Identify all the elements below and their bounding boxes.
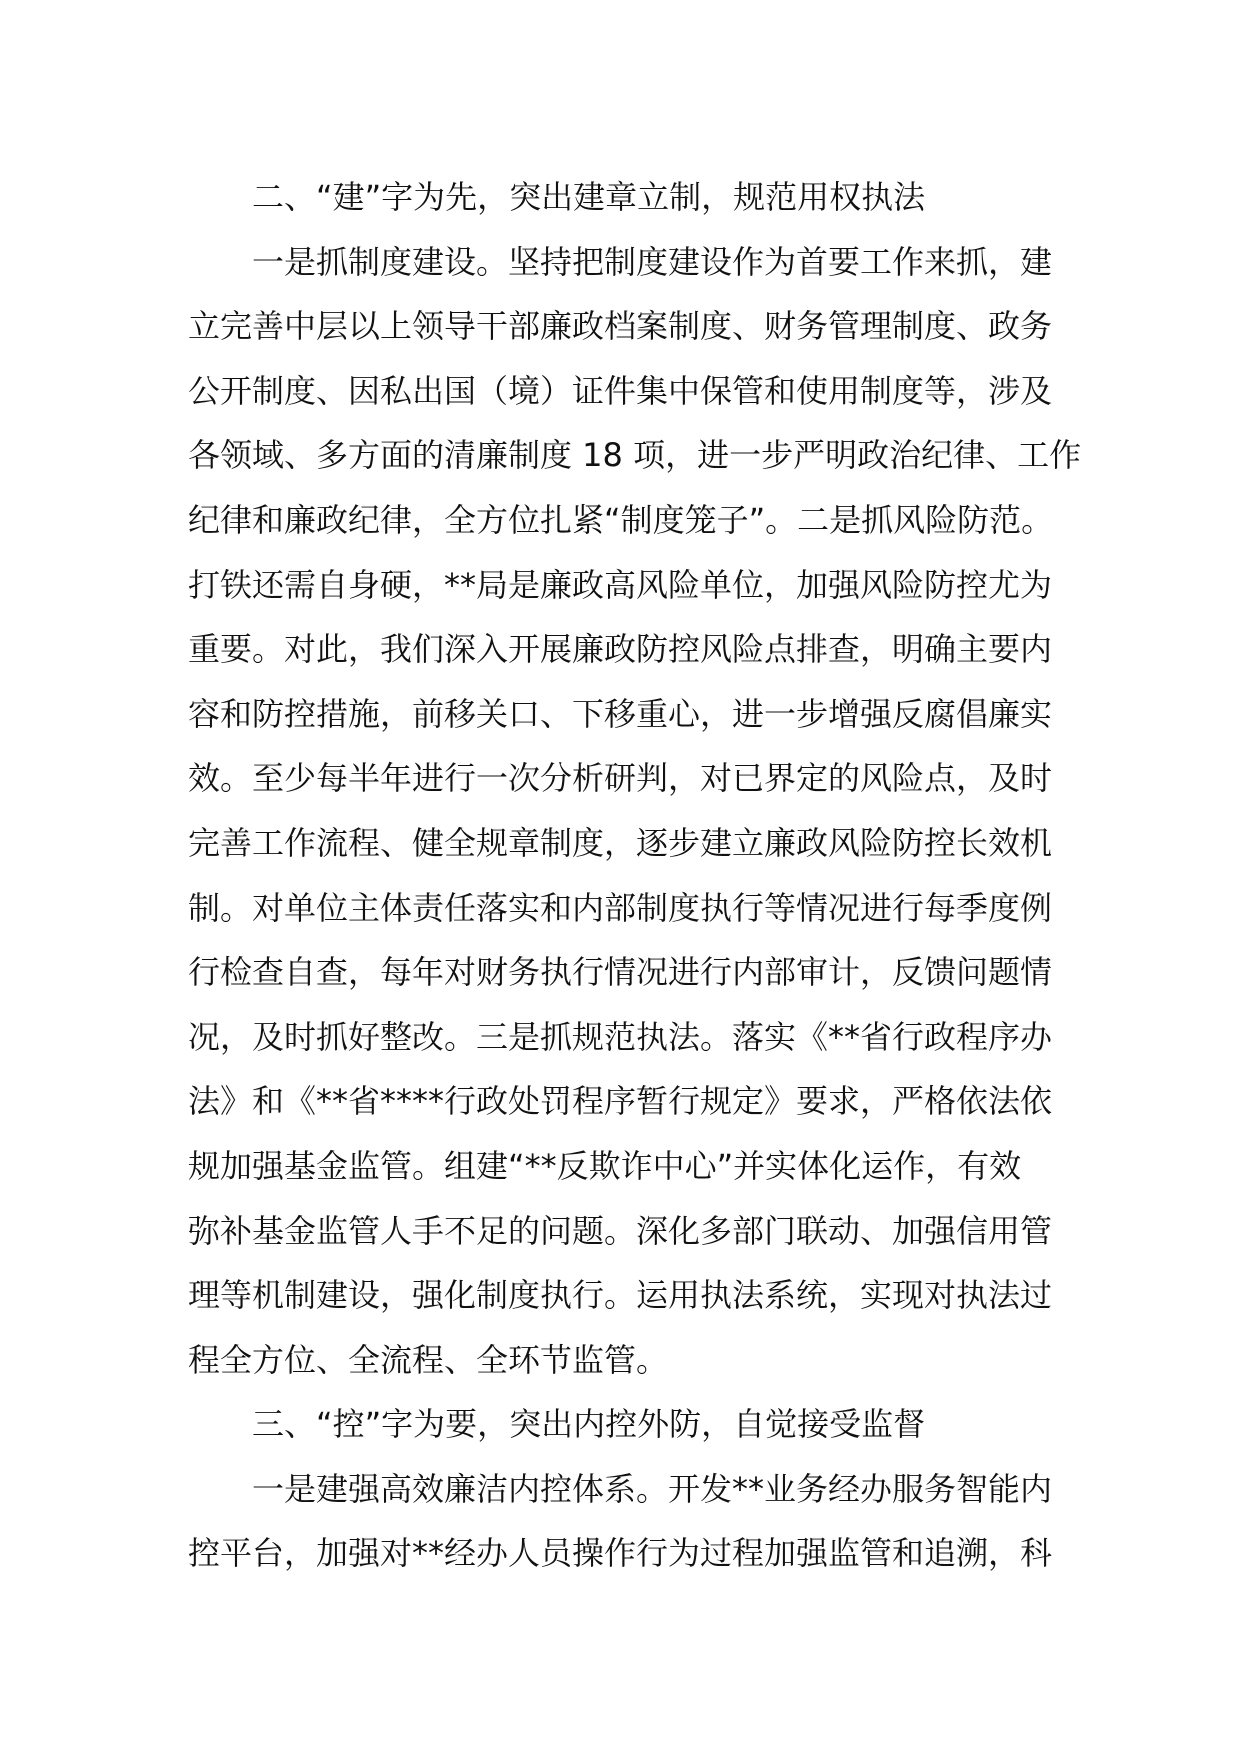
paragraph-line: 控平台，加强对**经办人员操作行为过程加强监管和追溯，科 bbox=[188, 1534, 1053, 1573]
paragraph-line: 制。对单位主体责任落实和内部制度执行等情况进行每季度例 bbox=[188, 888, 1053, 927]
paragraph-line: 打铁还需自身硬，**局是廉政高风险单位，加强风险防控尤为 bbox=[188, 565, 1053, 604]
paragraph-line: 况，及时抓好整改。三是抓规范执法。落实《**省行政程序办 bbox=[188, 1017, 1053, 1056]
paragraph-line: 容和防控措施，前移关口、下移重心，进一步增强反腐倡廉实 bbox=[188, 694, 1053, 733]
paragraph-line: 立完善中层以上领导干部廉政档案制度、财务管理制度、政务 bbox=[188, 307, 1053, 346]
paragraph-line: 弥补基金监管人手不足的问题。深化多部门联动、加强信用管 bbox=[188, 1211, 1053, 1250]
paragraph-line: 公开制度、因私出国（境）证件集中保管和使用制度等，涉及 bbox=[188, 371, 1053, 410]
paragraph-line: 理等机制建设，强化制度执行。运用执法系统，实现对执法过 bbox=[188, 1276, 1053, 1315]
paragraph-line: 一是抓制度建设。坚持把制度建设作为首要工作来抓，建 bbox=[252, 242, 1053, 281]
paragraph-line: 规加强基金监管。组建“**反欺诈中心”并实体化运作，有效 bbox=[188, 1146, 1022, 1185]
paragraph-line: 一是建强高效廉洁内控体系。开发**业务经办服务智能内 bbox=[252, 1469, 1053, 1508]
paragraph-line: 重要。对此，我们深入开展廉政防控风险点排查，明确主要内 bbox=[188, 630, 1053, 669]
paragraph-line: 行检查自查，每年对财务执行情况进行内部审计，反馈问题情 bbox=[188, 953, 1053, 992]
document-body bbox=[188, 165, 1082, 1586]
paragraph-line: 程全方位、全流程、全环节监管。 bbox=[188, 1340, 669, 1379]
paragraph-line: 法》和《**省****行政处罚程序暂行规定》要求，严格依法依 bbox=[188, 1082, 1053, 1121]
section-heading-2: 二、“建”字为先，突出建章立制，规范用权执法 bbox=[252, 178, 926, 216]
paragraph-line: 完善工作流程、健全规章制度，逐步建立廉政风险防控长效机 bbox=[188, 823, 1053, 862]
paragraph-line: 各领域、多方面的清廉制度 18 项，进一步严明政治纪律、工作 bbox=[188, 436, 1082, 475]
paragraph-line: 纪律和廉政纪律，全方位扎紧“制度笼子”。二是抓风险防范。 bbox=[188, 500, 1054, 539]
section-heading-3: 三、“控”字为要，突出内控外防，自觉接受监督 bbox=[252, 1405, 926, 1444]
paragraph-line: 效。至少每半年进行一次分析研判，对已界定的风险点，及时 bbox=[188, 759, 1053, 798]
